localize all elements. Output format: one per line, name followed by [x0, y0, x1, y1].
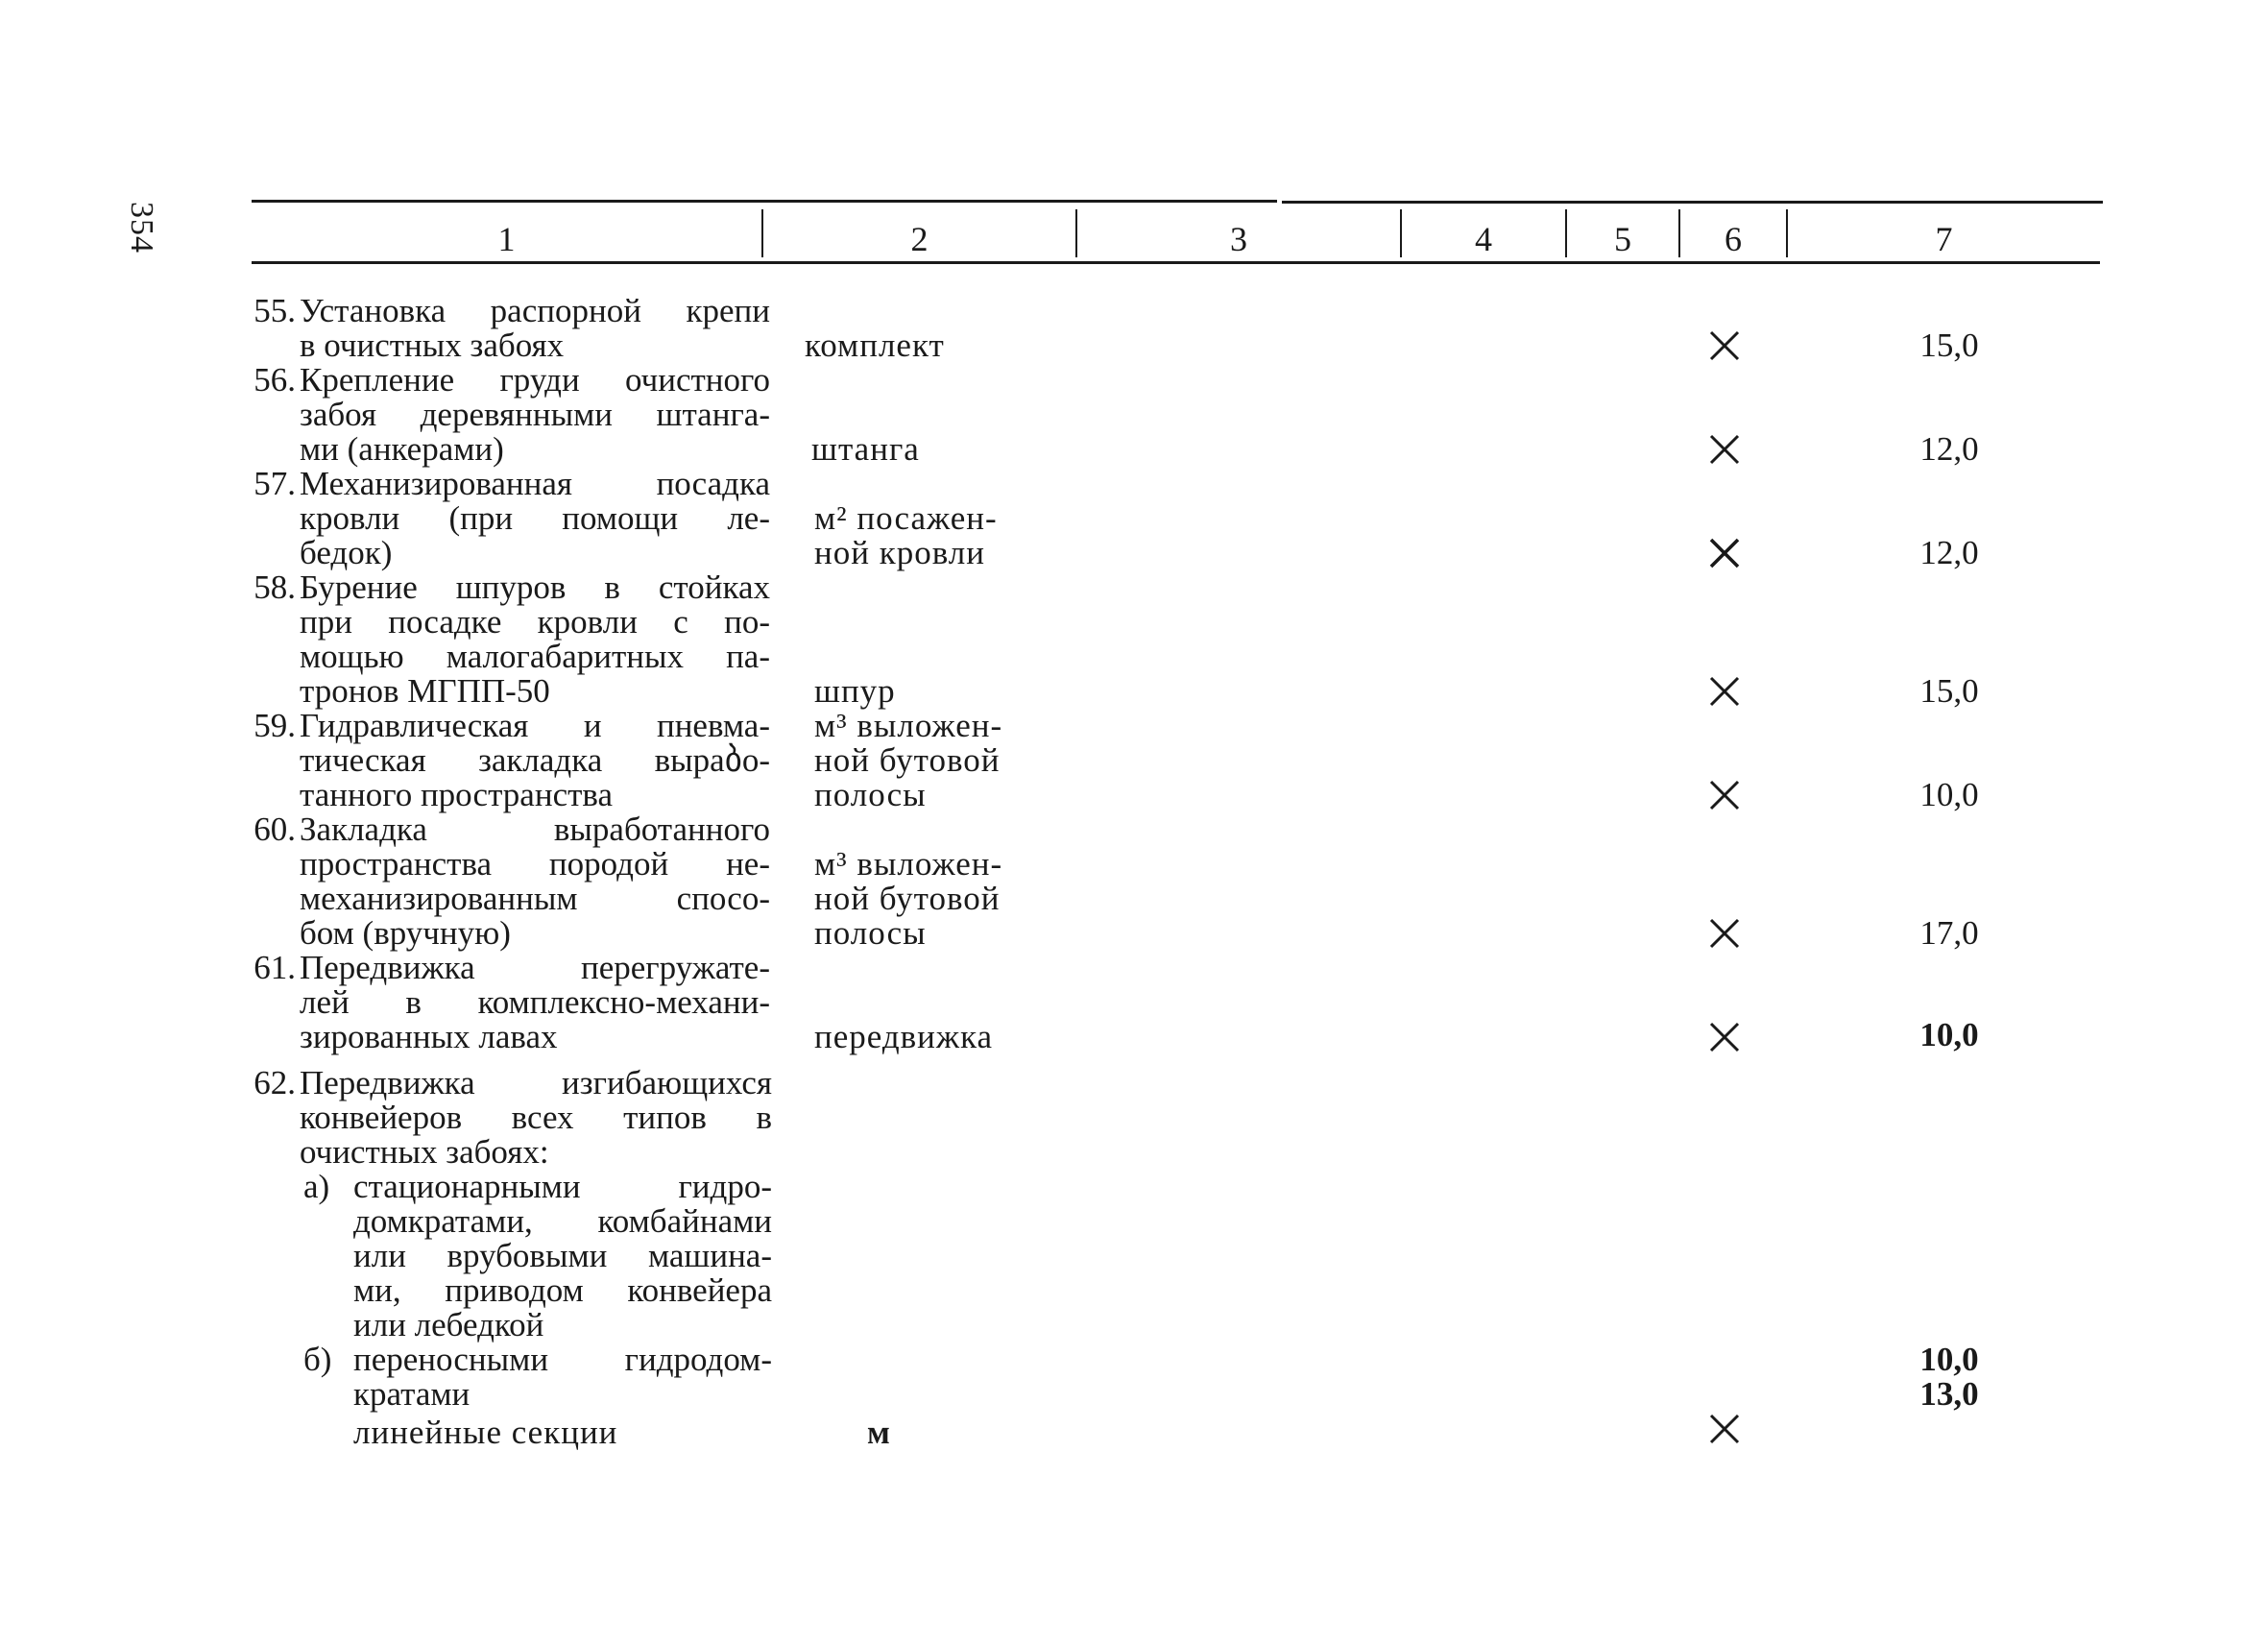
- value-cell: 10,0: [1919, 1016, 1979, 1053]
- unit-cell: комплект: [805, 327, 945, 364]
- item-text-line: механизированным спосо-: [300, 880, 770, 917]
- item-text-line: Передвижка изгибающихся: [300, 1064, 772, 1101]
- item-number: 55.: [253, 292, 296, 329]
- value-cell: 12,0: [1919, 534, 1979, 571]
- unit-cell: м³ выложен-: [814, 845, 1003, 883]
- item-text-line: Механизированная посадка: [300, 465, 770, 502]
- item-number: 62.: [253, 1064, 296, 1101]
- item-text-line: Закладка выработанного: [300, 810, 770, 848]
- item-text-line: Установка распорной крепи: [300, 292, 770, 329]
- item-text-line: Крепление груди очистного: [300, 361, 770, 399]
- item-number: 61.: [253, 949, 296, 986]
- header-top-rule: [252, 200, 1277, 203]
- cross-mark-icon: [1708, 917, 1741, 950]
- unit-cell: полосы: [814, 914, 927, 952]
- unit-cell: шпур: [814, 672, 896, 710]
- item-text-line: Бурение шпуров в стойках: [300, 568, 770, 606]
- value-cell: 17,0: [1919, 914, 1979, 952]
- cross-mark-icon: [1708, 779, 1741, 811]
- item-number: 59.: [253, 707, 296, 744]
- page-number: 354: [124, 202, 159, 254]
- sub-item-text-line: или лебедкой: [353, 1306, 544, 1343]
- item-text-line: танного пространства: [300, 776, 614, 813]
- unit-cell: ной кровли: [814, 534, 985, 571]
- item-text-line: при посадке кровли с по-: [300, 603, 770, 641]
- sub-item-text-line: или врубовыми машина-: [353, 1237, 772, 1274]
- sub-item-text-line: стационарными гидро-: [353, 1168, 772, 1205]
- item-number: 57.: [253, 465, 296, 502]
- value-cell: 10,0: [1919, 1341, 1979, 1378]
- column-header-1: 1: [497, 220, 516, 258]
- column-header-3: 3: [1230, 220, 1247, 258]
- unit-cell: м² посажен-: [814, 499, 998, 537]
- unit-cell: м: [867, 1414, 891, 1451]
- item-text-line: зированных лавах: [300, 1018, 558, 1055]
- column-header-5: 5: [1614, 220, 1631, 258]
- sub-item-text-line: ми, приводом конвейера: [353, 1271, 772, 1309]
- unit-cell: полосы: [814, 776, 927, 813]
- cross-mark-icon: [1708, 329, 1741, 362]
- item-text-line: тронов МГПП-50: [300, 672, 550, 710]
- column-header-2: 2: [910, 220, 929, 258]
- cross-mark-icon: [1708, 433, 1741, 466]
- item-text-line: конвейеров всех типов в: [300, 1099, 772, 1136]
- item-text-line: ми (анкерами): [300, 430, 504, 468]
- value-cell: 15,0: [1919, 327, 1979, 364]
- unit-cell: ной бутовой: [814, 741, 1001, 779]
- sub-item-text-line: линейные секции: [353, 1414, 618, 1451]
- item-number: 58.: [253, 568, 296, 606]
- item-text-line: в очистных забоях: [300, 327, 565, 364]
- value-cell: 15,0: [1919, 672, 1979, 710]
- column-header-7: 7: [1935, 220, 1953, 258]
- cross-mark-icon: [1708, 537, 1741, 569]
- column-header-6: 6: [1725, 220, 1742, 258]
- cross-mark-icon: [1708, 675, 1741, 708]
- value-cell: 12,0: [1919, 430, 1979, 468]
- value-cell: 13,0: [1919, 1375, 1979, 1413]
- cross-mark-icon: [1708, 1021, 1741, 1053]
- item-text-line: бом (вручную): [300, 914, 511, 952]
- cross-mark-icon: [1708, 1413, 1741, 1445]
- sub-item-text-line: переносными гидродом-: [353, 1341, 772, 1378]
- item-text-line: лей в комплексно-механи-: [300, 983, 770, 1021]
- sub-item-text-line: кратами: [353, 1375, 470, 1413]
- column-header-4: 4: [1475, 220, 1492, 258]
- item-text-line: кровли (при помощи ле-: [300, 499, 770, 537]
- item-text-line: Гидравлическая и пневма-: [300, 707, 770, 744]
- item-number: 60.: [253, 810, 296, 848]
- sub-item-text-line: домкратами, комбайнами: [353, 1202, 772, 1240]
- sub-item-label: б): [303, 1341, 332, 1378]
- item-text-line: мощью малогабаритных па-: [300, 638, 770, 675]
- unit-cell: ной бутовой: [814, 880, 1001, 917]
- item-text-line: бедок): [300, 534, 393, 571]
- item-text-line: забоя деревянными штанга-: [300, 396, 770, 433]
- item-text-line: очистных забоях:: [300, 1133, 549, 1171]
- unit-cell: м³ выложен-: [814, 707, 1003, 744]
- value-cell: 10,0: [1919, 776, 1979, 813]
- sub-item-label: а): [303, 1168, 330, 1205]
- item-text-line: Передвижка перегружате-: [300, 949, 770, 986]
- unit-cell: штанга: [811, 430, 920, 468]
- item-text-line: пространства породой не-: [300, 845, 770, 883]
- header-top-rule-right: [1282, 201, 2103, 204]
- item-number: 56.: [253, 361, 296, 399]
- unit-cell: передвижка: [814, 1018, 994, 1055]
- item-text-line: тическая закладка выраბо-: [300, 741, 770, 779]
- header-bottom-rule: [252, 261, 2100, 264]
